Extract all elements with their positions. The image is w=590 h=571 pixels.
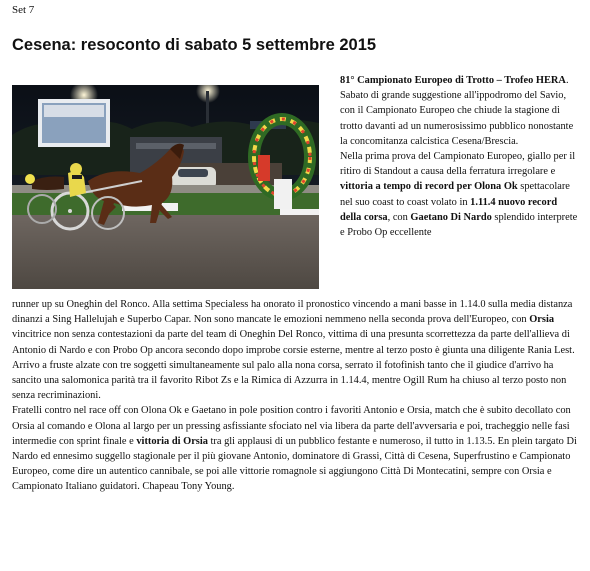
p3-text-c: tra gli applausi di un pubblico festante e numeroso, il tutto in 1.13.5. En plein targato Di Nardo ed ennesimo suggello stagionale per il più giovane Antonio, dominatore di Grassi, Città di Cesena, Superfrustino e Campionato Europeo, come dire un autentico cannibale, se poi alle vittorie romagnole si aggiungono Città Di Montecatini, sempre con Orsia e Campionato Italiano guidatori. Chapeau Tony Young. [12, 435, 577, 493]
p2-text-c: spettacolare nel suo coast to coast volato in [340, 181, 570, 208]
intro-paragraph [340, 73, 580, 149]
intro-bold-title: 81° Campionato Europeo di Trotto – Trofeo HERA [340, 75, 566, 86]
article-body [12, 297, 582, 495]
paragraph-two-start [340, 149, 580, 240]
p2-continued-text: runner up su Oneghin del Ronco. Alla settima Specialess ha onorato il pronostico vincendo a mani basse in 1.14.0 sulla media distanza dinanzi a Sing Hallelujah e Superbo Capar. Non sono mancate le emozioni nemmeno nella seconda prova dell'Europeo, con [12, 299, 573, 326]
harness-race-photo [12, 85, 319, 289]
p2-bold-record: vittoria a tempo di record per Olona Ok [340, 181, 518, 193]
p2-bold-time: 1.11.4 nuovo record della corsa [340, 196, 558, 223]
paragraph-two-continued [12, 297, 582, 403]
p2-bold-orsia: Orsia [529, 314, 555, 326]
intro-text: . Sabato di grande suggestione all'ippodromo del Savio, con il Campionato Europeo che chiude la stagione di trotto davanti ad un numerosissimo pubblico nonostante la concomitanza calcistica Cesena/Brescia. [340, 75, 574, 147]
p2-text-a: Nella prima prova del Campionato Europeo, giallo per il ritiro di Standout a causa della ferratura irregolare e [340, 151, 576, 178]
p3-bold-victory: vittoria di Orsia [136, 435, 208, 447]
article-title: Cesena: resoconto di sabato 5 settembre 2015 [12, 36, 377, 54]
p2-bold-driver: Gaetano Di Nardo [410, 211, 492, 223]
p3-text-a: Fratelli contro nel race off con Olona Ok e Gaetano in pole position contro i favoriti Antonio e Orsia, match che è subito decollato con Orsia al comando e Olona al largo per un pressing asfissiante sfociato nel via libera da parte dell'avversaria e poi, tracheggio nelle fasi intermedie con sprint finale e [12, 405, 571, 447]
p2-text-e: , con [387, 211, 411, 223]
p2-continued-rest: vincitrice non senza contestazioni da parte del team di Oneghin Del Ronco, vittima di una presunta scorrettezza da parte dell'allieva di Antonio di Nardo e con Probo Op ancora secondo dopo improbe corsie esterne, mentre al terzo posto è giunta una diligente Rania Lest. Arrivo a fruste alzate con tre soggetti simultaneamente sul palo alla nona corsa, serrato il fotofinish tanto che il giudice d'arrivo ha sancito una salomonica parità tra il favorito Ribot Zs e la Rimica di Azzurra in 1.14.4, mentre Ogill Rum ha chiuso al terzo posto non senza recriminazioni. [12, 329, 575, 402]
paragraph-three [12, 403, 582, 494]
race-photo-illustration [12, 85, 319, 289]
article-intro-column [340, 73, 580, 240]
page-header-label: Set 7 [12, 4, 35, 16]
p2-text-g: splendido interprete e Probo Op eccellente [340, 211, 578, 239]
